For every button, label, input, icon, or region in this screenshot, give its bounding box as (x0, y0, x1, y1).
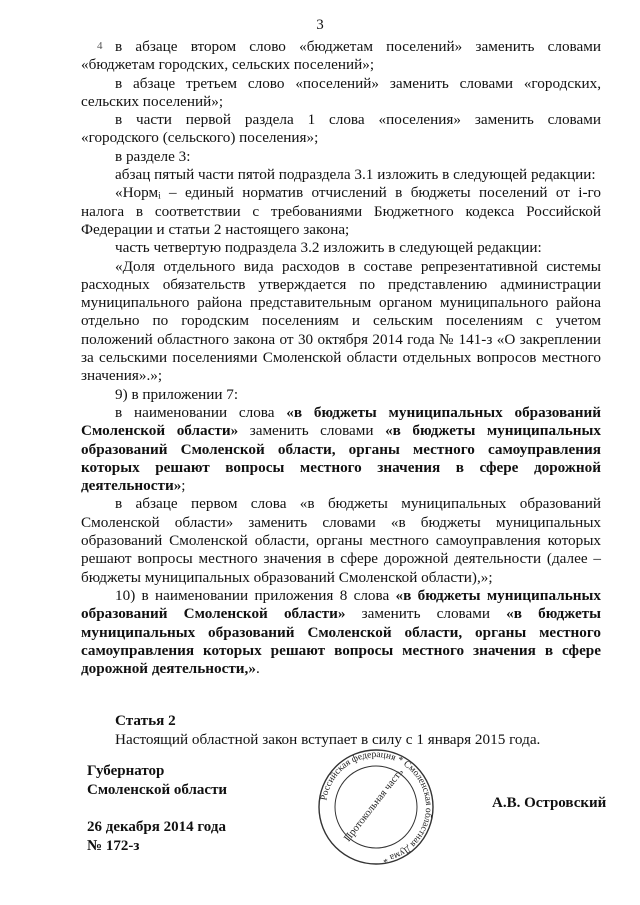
signature-title: Губернатор Смоленской области (87, 763, 228, 798)
paragraph-12: 10) в наименовании приложения 8 слова «в бюджеты муниципальных образований Смоленской области» заменить словами «в бюджеты муниципальных образований Смоленской области, органы местного самоуправления которых решают вопросы местного значения в сфере дорожной деятельности,». (81, 586, 602, 678)
paragraph-6: «Нормᵢ – единый норматив отчислений в бюджеты поселений от i-го налога в соответствии с требованиями Бюджетного кодекса Российской Федерации и статьи 2 настоящего закона; (81, 184, 601, 238)
signature-name: А.В. Островский (492, 795, 607, 811)
paragraph-3: в части первой раздела 1 слова «поселения» заменить словами «городского (сельского) поселения»; (81, 111, 601, 147)
stamp-outer-text: Российская федерация * Смоленская областная Дума * (319, 749, 434, 864)
article-heading: Статья 2 (115, 712, 176, 730)
paragraph-7: часть четвертую подраздела 3.2 изложить в следующей редакции: (115, 239, 542, 257)
article-text: Настоящий областной закон вступает в силу с 1 января 2015 года. (115, 730, 541, 748)
paragraph-1: в абзаце втором слово «бюджетам поселений» заменить словами «бюджетам городских, сельских поселений»; (81, 38, 601, 74)
document-body (81, 38, 601, 749)
stamp-seal (316, 747, 436, 867)
paragraph-5: абзац пятый части пятой подраздела 3.1 изложить в следующей редакции: (115, 166, 596, 184)
paragraph-11: в абзаце первом слова «в бюджеты муниципальных образований Смоленской области» заменить словами «в бюджеты муниципальных образований Смоленской области, органы местного самоуправления которых решают вопросы местного значения в сфере дорожной деятельности (далее – бюджеты муниципальных образований Смоленской области),»; (81, 495, 601, 586)
margin-mark: 4 (97, 40, 103, 52)
signature-date: 26 декабря 2014 года (87, 819, 226, 835)
paragraph-10: в наименовании слова «в бюджеты муниципальных образований Смоленской области» заменить словами «в бюджеты муниципальных образований Смоленской области, органы местного самоуправления которых решают вопросы местного значения в сфере дорожной деятельности»; (81, 403, 602, 495)
signature-date-block (87, 818, 226, 856)
stamp-inner-text: Протокольная часть (342, 766, 406, 844)
paragraph-2: в абзаце третьем слово «поселений» заменить словами «городских, сельских поселений»; (81, 74, 601, 110)
paragraph-4: в разделе 3: (115, 147, 191, 165)
paragraph-8: «Доля отдельного вида расходов в составе репрезентативной системы расходных обязательств утверждается по представлению администрации муниципального района представительным органом муниципального района отдельно по городским поселениям и сельским поселениям с учетом положений областного закона от 30 октября 2014 года № 141-з «О закреплении за сельскими поселениями Смоленской области отдельных вопросов местного значения».»; (81, 257, 601, 385)
signature-number: № 172-з (87, 838, 140, 854)
page-number: 3 (316, 17, 324, 33)
paragraph-9: 9) в приложении 7: (115, 385, 239, 403)
